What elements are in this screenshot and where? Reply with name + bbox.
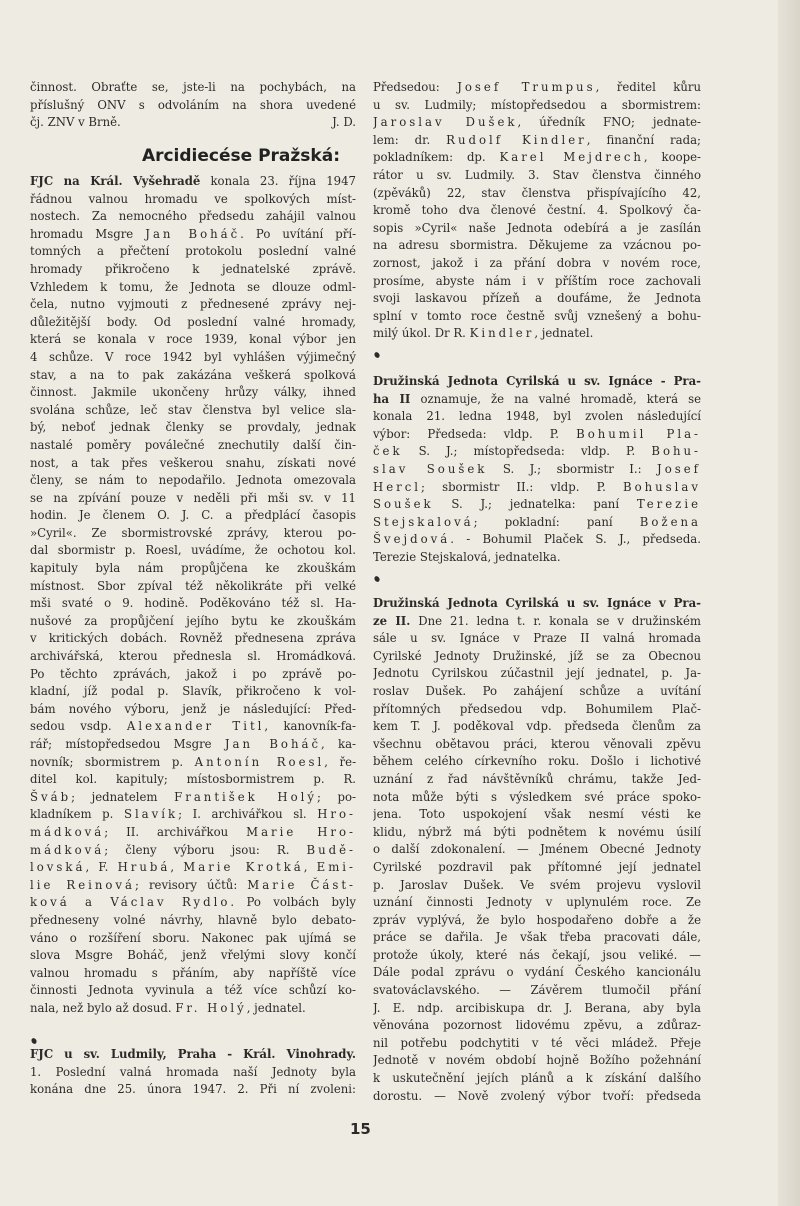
text-line — [373, 185, 701, 203]
paragraph-fjc-ludmila-continued — [373, 79, 701, 343]
text-line — [30, 982, 356, 1000]
text-run: valnou hromadu s přáním, aby napříště více — [30, 965, 356, 980]
text-run: zpráv vyplývá, že bylo hospodařeno dobře a že — [373, 912, 701, 927]
text-line — [30, 525, 356, 543]
spaced-name: Stejskalová — [373, 514, 474, 529]
spaced-name: Emi- — [316, 860, 356, 875]
text-line — [373, 479, 701, 497]
text-run: prosíme, abyste nám i v příštím roce zachovali — [373, 273, 701, 288]
text-line — [30, 666, 356, 684]
text-run: uznání z řad návštěvníků chrámu, takže Jed- — [373, 771, 701, 786]
text-run: Po těchto zprávách, jakož i po zprávě po- — [30, 666, 356, 681]
paragraph-intro-end — [30, 79, 356, 132]
text-line — [30, 630, 356, 648]
text-line — [373, 841, 701, 859]
text-line — [373, 325, 701, 343]
text-run: práce se dařila. Je však třeba pracovati dále, — [373, 930, 701, 945]
spaced-name: Bohuslav — [623, 479, 701, 494]
text-run: kapituly byla nám propůjčena ke zkouškám — [30, 561, 356, 576]
text-run: předneseny volné návrhy, hlavně bylo debato- — [30, 912, 356, 927]
spaced-name: Jan Boháč — [224, 737, 321, 751]
text-line — [30, 349, 356, 367]
text-line — [373, 514, 701, 532]
bullet-separator — [30, 1037, 37, 1045]
text-line — [373, 114, 701, 132]
text-run: , — [303, 860, 317, 875]
text-line — [373, 1017, 701, 1035]
text-line — [30, 1000, 356, 1018]
text-run: Cyrilské pozdravil pak přítomné její jednatel — [373, 859, 701, 874]
text-line — [30, 894, 356, 912]
text-run: výbor: Předseda: vldp. P. — [373, 426, 577, 441]
text-run: svatováclavského. — Závěrem tlumočil přání — [373, 983, 701, 998]
text-run: kromě toho dva členové čestní. 4. Spolkový ča- — [373, 203, 701, 218]
spaced-name: slav Soušek — [373, 461, 488, 476]
text-run: . Po uvítání pří- — [240, 226, 356, 241]
text-line — [30, 226, 356, 244]
text-run: v kritických dobách. Rovněž přednesena zpráva — [30, 631, 356, 646]
text-run: , — [170, 860, 184, 875]
spaced-name: Bohu- — [651, 444, 701, 459]
bullet-separator — [373, 351, 380, 359]
text-run: dorostu. — Nově zvolený výbor tvoří: předseda — [373, 1088, 701, 1103]
spaced-name: Josef — [657, 461, 701, 476]
spaced-name: mádková — [30, 824, 105, 839]
text-run: stav, a na to pak zakázána veškerá spolková — [30, 367, 356, 382]
text-line — [373, 982, 701, 1000]
spaced-name: lovská — [30, 860, 86, 875]
text-run: nota může býti s výsledkem své práce spoko- — [373, 789, 701, 804]
paragraph-fjc-ludmila — [30, 1046, 356, 1099]
text-line — [373, 1088, 701, 1106]
text-run: kladníkem p. — [30, 807, 124, 822]
text-run: splní v tomto roce čestně svůj vznešený a bohu- — [373, 308, 701, 323]
text-run: ; sbormistr II.: vldp. P. — [420, 479, 623, 494]
text-line — [30, 859, 356, 877]
text-run: , ka- — [321, 737, 356, 751]
text-run: mši svaté o 9. hodině. Poděkováno též sl. Ha- — [30, 596, 356, 611]
spaced-name: Bohumil Pla- — [576, 426, 701, 441]
spaced-name: ková a Václav Rydlo — [30, 895, 231, 910]
text-line — [373, 1000, 701, 1018]
bold-lead: FJC u sv. Ludmily, Praha - Král. Vinohrady. — [30, 1047, 356, 1061]
text-line — [30, 789, 356, 807]
text-run: ; II. archivářkou — [104, 824, 247, 839]
text-run: Terezie Stejskalová, jednatelka. — [373, 549, 561, 564]
text-line — [373, 665, 701, 683]
text-run: nil potřebu podchytiti v té věci mládež. Přeje — [373, 1035, 701, 1050]
text-run: . - Bohumil Plaček S. J., předseda. — [450, 532, 701, 547]
text-run: . Po volbách byly — [230, 895, 356, 910]
spaced-name: Soušek — [373, 497, 434, 512]
spaced-name: Hro- — [317, 807, 356, 822]
text-line — [373, 202, 701, 220]
spaced-name: Antonín Roesl — [194, 754, 325, 769]
text-run: se na zpívání pouze v neděli při mši sv. v 11 — [30, 490, 356, 505]
text-line — [373, 1035, 701, 1053]
text-line — [30, 1081, 356, 1099]
text-line — [30, 1064, 356, 1082]
text-line — [373, 391, 701, 409]
text-run: nušové za propůjčení jejího bytu ke zkouškám — [30, 613, 356, 628]
text-line — [30, 613, 356, 631]
text-run: o další zdokonalení. — Jménem Obecné Jednoty — [373, 842, 701, 857]
spaced-name: Terezie — [636, 497, 701, 512]
text-run: ; I. archivářkou sl. — [178, 807, 318, 822]
text-run: , ře- — [324, 754, 356, 769]
text-line — [30, 701, 356, 719]
text-line — [30, 877, 356, 895]
text-run: činnost. Jakmile ukončeny hrůzy války, ihned — [30, 385, 356, 400]
text-run: Vzhledem k tomu, že Jednota se dlouze odml- — [30, 279, 356, 294]
text-line — [30, 173, 356, 191]
text-run: , F. — [85, 860, 118, 875]
text-line — [30, 718, 356, 736]
text-run: řádnou valnou hromadu ve spolkových míst- — [30, 191, 356, 206]
text-line — [30, 472, 356, 490]
spaced-name: Rudolf Kindler — [446, 132, 587, 147]
text-run: novník; sbormistrem p. — [30, 754, 195, 769]
text-run: hromady přikročeno k jednatelské zprávě. — [30, 261, 356, 276]
text-line — [30, 560, 356, 578]
text-line — [373, 132, 701, 150]
spaced-name: Jaroslav Dušek — [373, 115, 518, 130]
spaced-name: Marie Hro- — [246, 824, 356, 839]
text-line — [30, 261, 356, 279]
text-run: hodin. Je členem O. J. C. a předplácí časopis — [30, 508, 356, 523]
text-run: váno o rozšíření sboru. Nakonec pak ujímá se — [30, 930, 356, 945]
text-line — [373, 964, 701, 982]
page-edge — [778, 0, 800, 1206]
text-run: ; jednatelem — [71, 789, 175, 804]
text-line — [373, 894, 701, 912]
text-line — [373, 408, 701, 426]
text-line — [30, 367, 356, 385]
spaced-name: mádková — [30, 842, 105, 857]
text-run: příslušný ONV s odvoláním na shora uvedené — [30, 97, 356, 112]
text-run: nala, než bylo až dosud. — [30, 1000, 176, 1015]
text-run: čela, nutno vyjmouti z přednesené zprávy nej- — [30, 297, 356, 312]
spaced-name: Slavík — [123, 807, 179, 822]
text-run: , koope- — [643, 150, 701, 165]
text-run: konána dne 25. února 1947. 2. Při ní zvoleni: — [30, 1082, 356, 1097]
text-run: lem: dr. — [373, 132, 447, 147]
text-run: 4 schůze. V roce 1942 byl vyhlášen výjimečný — [30, 349, 356, 364]
text-line — [30, 331, 356, 349]
text-run: čj. ZNV v Brně. — [30, 115, 121, 130]
text-run: během celého církevního roku. Došlo i lichotivé — [373, 754, 701, 769]
text-run: pokladníkem: dp. — [373, 150, 500, 165]
spaced-name: Šváb — [30, 789, 72, 804]
spaced-name: ček — [373, 444, 403, 459]
text-run: p. Jaroslav Dušek. Ve svém projevu vyslovil — [373, 877, 701, 892]
spaced-name: Hrubá — [117, 860, 171, 875]
text-run: přítomných předsedou vdp. Bohumilem Plač- — [373, 701, 701, 716]
text-run: slova Msgre Boháč, jenž vřelými slovy končí — [30, 948, 356, 963]
text-run: hromadu Msgre — [30, 226, 146, 241]
text-run: nost, a tak přes veškerou snahu, získati nové — [30, 455, 356, 470]
page-number: 15 — [350, 1120, 371, 1138]
text-run: (zpěváků) 22, stav členstva přispívajícího 42, — [373, 185, 701, 200]
text-line — [373, 461, 701, 479]
text-line — [373, 595, 701, 613]
text-run: věnována pozornost lidovému zpěvu, a zdůraz- — [373, 1018, 701, 1033]
text-run: ; po- — [316, 789, 356, 804]
text-line — [30, 455, 356, 473]
text-run: , jednatel. — [246, 1000, 306, 1015]
text-line — [373, 273, 701, 291]
spaced-name: Alexander Titl — [126, 719, 265, 734]
text-run: důležitější body. Od poslední valné hromady, — [30, 314, 356, 329]
text-run: , jednatel. — [534, 326, 594, 341]
text-run: členy, se nám to nepodařilo. Jednota omezovala — [30, 473, 356, 488]
bold-lead: Družinská Jednota Cyrilská u sv. Ignáce - Pra- — [373, 374, 701, 388]
text-run: u sv. Ludmily; místopředsedou a sbormistrem: — [373, 97, 701, 112]
text-run: tomných a přečtení protokolu poslední valné — [30, 244, 356, 259]
text-line — [30, 736, 356, 754]
author-initials: J. D. — [332, 115, 356, 130]
text-run: ; revisory účtů: — [135, 877, 248, 892]
text-run: S. J.; sbormistr I.: — [487, 461, 658, 476]
spaced-name: Marie Krotká — [183, 860, 304, 875]
text-line — [373, 753, 701, 771]
spaced-name: Josef Trumpus — [457, 80, 596, 94]
text-line — [30, 1046, 356, 1064]
text-run: ; pokladní: paní — [473, 514, 640, 529]
text-run: Dále podal zprávu o vydání Českého kancionálu — [373, 965, 701, 980]
text-line — [373, 859, 701, 877]
text-line — [30, 507, 356, 525]
text-run: , finanční rada; — [586, 132, 701, 147]
text-line — [373, 255, 701, 273]
text-line — [30, 542, 356, 560]
text-run: místnost. Sbor zpíval též několikráte při velké — [30, 578, 356, 593]
text-run: J. E. ndp. arcibiskupa dr. J. Berana, aby byla — [373, 1000, 701, 1015]
text-run: nastalé poměry poválečné znechutily další čin- — [30, 437, 356, 452]
text-line — [30, 208, 356, 226]
text-run: sále u sv. Ignáce v Praze II valná hromada — [373, 631, 701, 646]
text-run: protože úkoly, které nás čekají, jsou veliké. — — [373, 947, 701, 962]
text-run: »Cyril«. Ze sbormistrovské zprávy, kterou po- — [30, 525, 356, 540]
spaced-name: Jan Boháč — [145, 226, 241, 241]
text-line — [373, 824, 701, 842]
text-run: , ředitel kůru — [595, 80, 701, 94]
text-run: na adresu sbormistra. Děkujeme za vzácnou po- — [373, 238, 701, 253]
text-run: jena. Toto uspokojení však nesmí vésti ke — [373, 807, 701, 822]
text-run: rář; místopředsedou Msgre — [30, 737, 225, 751]
text-run: zornost, jakož i za přání dobra v novém roce, — [373, 255, 701, 270]
text-run: dal sbormistr p. Roesl, uvádíme, že ochotou kol. — [30, 543, 356, 558]
text-line — [373, 373, 701, 391]
text-run: sopis »Cyril« naše Jednota odebírá a je zasílán — [373, 220, 701, 235]
spaced-name: Hercl — [373, 479, 421, 494]
text-line — [373, 806, 701, 824]
text-line — [373, 947, 701, 965]
spaced-name: Božena — [639, 514, 701, 529]
text-run: k uskutečnění jejích plánů a k získání dalšího — [373, 1071, 701, 1086]
text-run: sedou vsdp. — [30, 719, 127, 734]
text-line — [373, 531, 701, 549]
text-line — [30, 683, 356, 701]
text-run: svoji laskavou přízeň a doufáme, že Jednota — [373, 291, 701, 306]
text-line — [30, 754, 356, 772]
text-run: konala 23. října 1947 — [200, 174, 356, 188]
text-line — [373, 79, 701, 97]
text-line — [373, 718, 701, 736]
text-line — [30, 279, 356, 297]
text-line — [373, 929, 701, 947]
text-run: , úředník FNO; jednate- — [517, 115, 701, 130]
bold-lead: Družinská Jednota Cyrilská u sv. Ignáce v Pra- — [373, 596, 701, 610]
text-line — [373, 97, 701, 115]
text-run: klidu, nýbrž má býti podnětem k novému úsilí — [373, 824, 701, 839]
bold-lead: ze II. — [373, 613, 411, 628]
text-run: Cyrilské Jednoty Družinské, jíž se za Obecnou — [373, 648, 701, 663]
text-line — [373, 167, 701, 185]
text-line — [373, 771, 701, 789]
text-run: činnosti Jednota vyvinula a též více schůzí ko- — [30, 983, 356, 998]
text-run: která se konala v roce 1939, konal výbor jen — [30, 332, 356, 347]
text-line — [30, 314, 356, 332]
text-line — [30, 384, 356, 402]
text-line — [30, 437, 356, 455]
text-line — [30, 965, 356, 983]
text-run: nostech. Za nemocného předsedu zahájil valnou — [30, 209, 356, 224]
text-line — [373, 496, 701, 514]
text-line — [30, 595, 356, 613]
text-run: uznání činnosti Jednoty v uplynulém roce. Ze — [373, 895, 701, 910]
text-line — [373, 237, 701, 255]
text-line — [30, 191, 356, 209]
text-run: S. J.; jednatelka: paní — [433, 497, 637, 512]
paragraph-druzinska-1 — [373, 373, 701, 567]
bold-lead: FJC na Král. Vyšehradě — [30, 174, 201, 188]
text-line — [373, 549, 701, 567]
text-line — [373, 1070, 701, 1088]
text-line — [373, 736, 701, 754]
text-run: rátor u sv. Ludmily. 3. Stav členstva činného — [373, 167, 701, 182]
bullet-separator — [373, 575, 380, 583]
text-line — [30, 824, 356, 842]
text-line — [30, 648, 356, 666]
bold-lead: ha II — [373, 391, 411, 406]
text-line — [30, 243, 356, 261]
text-line — [373, 877, 701, 895]
text-line — [373, 308, 701, 326]
text-run: Dne 21. ledna t. r. konala se v družinském — [410, 613, 701, 628]
text-line — [373, 290, 701, 308]
spaced-name: Karel Mejdrech — [499, 150, 644, 165]
text-line — [30, 490, 356, 508]
text-run: milý úkol. Dr R. — [373, 326, 470, 341]
text-run: svolána schůze, leč stav členstva byl velice sla- — [30, 402, 356, 417]
text-line — [30, 97, 356, 115]
text-line — [373, 220, 701, 238]
text-line — [30, 771, 356, 789]
text-line — [30, 402, 356, 420]
spaced-name: Marie Část- — [247, 877, 356, 892]
text-line — [30, 947, 356, 965]
text-line — [30, 578, 356, 596]
text-run: 1. Poslední valná hromada naší Jednoty byla — [30, 1064, 356, 1079]
text-line — [373, 149, 701, 167]
spaced-name: Budě- — [306, 842, 356, 857]
text-run: konala 21. ledna 1948, byl zvolen následující — [373, 409, 701, 424]
text-run: kladní, jíž podal p. Slavík, přikročeno k vol- — [30, 684, 356, 699]
paragraph-druzinska-2 — [373, 595, 701, 1105]
text-line — [30, 114, 356, 132]
text-line — [30, 806, 356, 824]
text-line — [373, 443, 701, 461]
text-run: Jednotu Cyrilskou zúčastnil její jednatel, p. Ja- — [373, 666, 701, 681]
text-line — [373, 648, 701, 666]
text-line — [30, 842, 356, 860]
spaced-name: lie Reinová — [30, 877, 135, 892]
text-run: roslav Dušek. Po zahájení schůze a uvítání — [373, 683, 701, 698]
text-line — [30, 79, 356, 97]
text-run: ditel kol. kapituly; místosbormistrem p. R. — [30, 772, 356, 787]
text-line — [373, 613, 701, 631]
text-line — [373, 1052, 701, 1070]
text-line — [30, 296, 356, 314]
text-run: Předsedou: — [373, 80, 458, 94]
section-heading: Arcidiecése Pražská: — [141, 146, 340, 166]
text-line — [373, 912, 701, 930]
text-line — [373, 701, 701, 719]
text-run: archivářská, kterou přednesla sl. Hromádková. — [30, 649, 356, 664]
text-line — [373, 426, 701, 444]
spaced-name: Švejdová — [373, 532, 451, 547]
text-run: kem T. J. poděkoval vdp. předseda členům za — [373, 719, 701, 734]
text-run: , kanovník-fa- — [264, 719, 356, 734]
text-line — [30, 930, 356, 948]
text-line — [30, 419, 356, 437]
text-run: Jednotě v novém období hojně Božího požehnání — [373, 1053, 701, 1068]
spaced-name: František Holý — [174, 789, 317, 804]
spaced-name: Kindler — [469, 326, 535, 341]
text-run: činnost. Obraťte se, jste-li na pochybách, na — [30, 80, 356, 94]
text-run: oznamuje, že na valné hromadě, která se — [410, 391, 701, 406]
text-run: bám nového výboru, jenž je následující: Před- — [30, 701, 356, 716]
text-run: bý, neboť jednak členky se provdaly, jednak — [30, 420, 356, 435]
text-line — [373, 789, 701, 807]
text-run: S. J.; místopředseda: vldp. P. — [402, 444, 652, 459]
text-run: ; členy výboru jsou: R. — [104, 842, 307, 857]
spaced-name: Fr. Holý — [175, 1000, 247, 1015]
text-line — [373, 630, 701, 648]
paragraph-fjc-vysehrad — [30, 173, 356, 1018]
text-line — [30, 912, 356, 930]
text-line — [373, 683, 701, 701]
text-run: všechnu obětavou práci, kterou věnovali zpěvu — [373, 736, 701, 751]
